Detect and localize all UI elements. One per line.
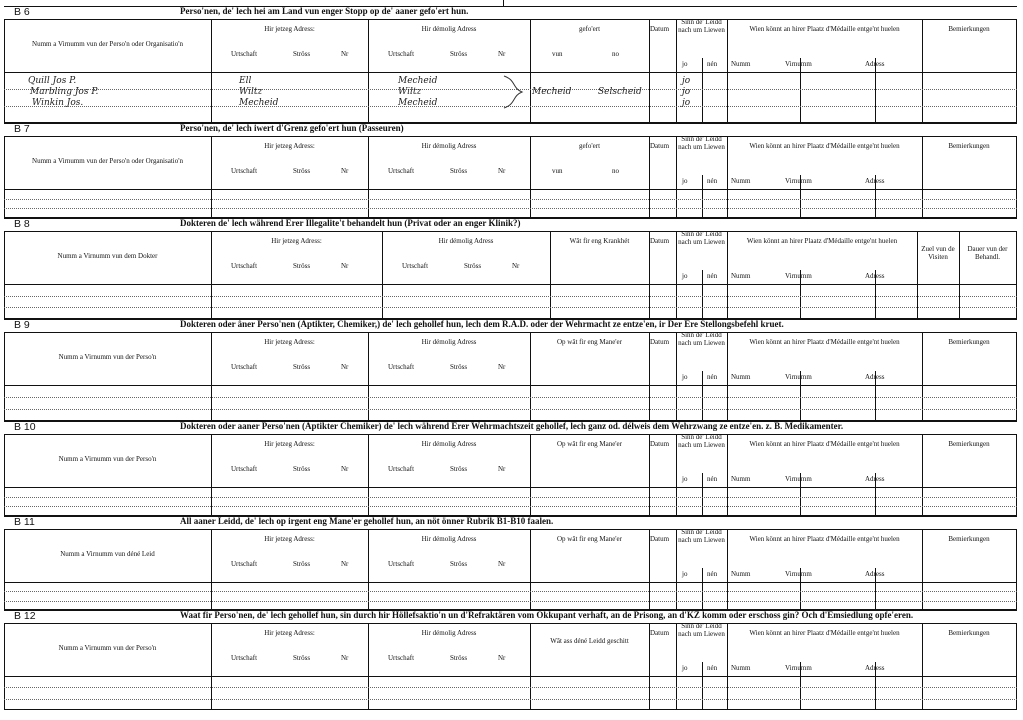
left-border <box>4 529 5 610</box>
section-grid <box>4 332 1017 421</box>
handwritten-name: Winkin Jos. <box>32 98 84 108</box>
left-border <box>4 434 5 516</box>
adress-label: Adress <box>865 272 885 280</box>
stross-label: Ströss <box>450 654 468 662</box>
section-code: B 8 <box>14 218 30 230</box>
treatment-duration-label: Dauer vun der Behandl. <box>967 245 1008 261</box>
extra-column-label: Wât fir eng Krankhét <box>569 237 630 245</box>
address-then-label: Hir démolig Adress <box>421 25 477 33</box>
alive-label: Sinn de' Leidd nach um Liewen <box>678 528 725 544</box>
column-divider <box>922 623 923 710</box>
column-divider <box>530 136 531 218</box>
address-now-label: Hir jetzeg Adress: <box>264 25 315 33</box>
row-line <box>4 409 1017 410</box>
nr-label: Nr <box>341 465 349 473</box>
nr-label: Nr <box>341 262 349 270</box>
section-header <box>4 421 1017 435</box>
section-b9 <box>4 319 1017 421</box>
urtschaft-label: Urtschaft <box>388 465 415 473</box>
medaille-label: Wien könnt an hirer Plaatz d'Médaille entge'nt huelen <box>749 25 900 33</box>
nr-label: Nr <box>498 465 506 473</box>
column-divider <box>727 136 728 218</box>
stross-label: Ströss <box>450 465 468 473</box>
handwritten-current-town: Ell <box>239 76 252 86</box>
column-divider <box>727 529 728 610</box>
stross-label: Ströss <box>293 654 311 662</box>
section-code: B 6 <box>14 6 30 18</box>
section-code: B 9 <box>14 319 30 331</box>
alive-label: Sinn de' Leidd nach um Liewen <box>678 622 725 638</box>
column-divider <box>530 19 531 123</box>
datum-label: Datum <box>650 535 670 543</box>
remarks-label: Bemierkungen <box>948 440 990 448</box>
column-name-label: Numm a Virnumm vun der Perso'n <box>58 454 157 463</box>
right-border <box>1016 529 1017 610</box>
jo-label: jo <box>682 373 688 381</box>
virnumm-label: Virnumm <box>785 664 812 672</box>
visit-count-label: Zuel vun de Visiten <box>921 245 955 261</box>
nr-label: Nr <box>341 560 349 568</box>
section-header <box>4 6 1017 20</box>
address-then-label: Hir démolig Adress <box>438 237 494 245</box>
nr-label: Nr <box>512 262 520 270</box>
handwritten-alive-mark: jo <box>682 87 691 97</box>
column-divider <box>368 19 369 123</box>
column-divider <box>727 332 728 421</box>
nr-label: Nr <box>341 654 349 662</box>
handwritten-brace <box>502 74 526 110</box>
stross-label: Ströss <box>464 262 482 270</box>
left-border <box>4 136 5 218</box>
jo-label: jo <box>682 570 688 578</box>
section-b10 <box>4 421 1017 516</box>
nr-label: Nr <box>498 167 506 175</box>
address-now-label: Hir jetzeg Adress: <box>264 629 315 637</box>
section-title: Dokteren oder aaner Perso'nen (Aptikter Chemiker) de' lech während Erer Wehrmachtszeit gehollef, lech ganz od. délweis dem Wehrzwang ze entze'en. z. B. Medikamenter. <box>180 421 844 431</box>
numm-label: Numm <box>731 373 751 381</box>
right-border <box>1016 623 1017 710</box>
numm-label: Numm <box>731 272 751 280</box>
row-line <box>4 591 1017 592</box>
column-divider <box>727 231 728 319</box>
alive-label: Sinn de' Leidd nach um Liewen <box>678 135 725 151</box>
urtschaft-label: Urtschaft <box>231 654 258 662</box>
column-name-label: Numm a Virnumm vun der Perso'n <box>58 643 157 652</box>
row-line <box>4 601 1017 602</box>
section-header <box>4 218 1017 232</box>
column-divider <box>211 231 212 319</box>
alive-label: Sinn de' Leidd nach um Liewen <box>678 433 725 449</box>
header-bottom-line <box>4 284 1017 285</box>
column-divider <box>211 434 212 516</box>
extra-column-label: Op wât fir eng Mane'er <box>556 338 622 346</box>
adress-label: Adress <box>865 60 885 68</box>
remarks-label: Bemierkungen <box>948 629 990 637</box>
adress-label: Adress <box>865 373 885 381</box>
jo-label: jo <box>682 475 688 483</box>
urtschaft-label: Urtschaft <box>388 560 415 568</box>
column-divider <box>530 332 531 421</box>
section-grid <box>4 623 1017 710</box>
nen-label: nén <box>707 664 718 672</box>
section-title: Dokteren de' lech während Erer Illegalite't behandelt hun (Privat oder an enger Klinik?) <box>180 218 521 228</box>
header-bottom-line <box>4 582 1017 583</box>
section-grid <box>4 529 1017 610</box>
medaille-label: Wien könnt an hirer Plaatz d'Médaille entge'nt huelen <box>749 440 900 448</box>
column-divider <box>368 136 369 218</box>
address-now-label: Hir jetzeg Adress: <box>264 535 315 543</box>
address-then-label: Hir démolig Adress <box>421 338 477 346</box>
right-border <box>1016 136 1017 218</box>
urtschaft-label: Urtschaft <box>388 50 415 58</box>
medaille-label: Wien könnt an hirer Plaatz d'Médaille entge'nt huelen <box>749 142 900 150</box>
handwritten-former-town: Mecheid <box>398 76 438 86</box>
row-line <box>4 699 1017 700</box>
nr-label: Nr <box>341 50 349 58</box>
nr-label: Nr <box>498 363 506 371</box>
transported-label: gefo'ert <box>578 25 601 33</box>
remarks-label: Bemierkungen <box>948 338 990 346</box>
jo-nen-divider <box>702 473 703 516</box>
datum-label: Datum <box>650 237 670 245</box>
handwritten-from: Mecheid <box>532 87 572 97</box>
transported-label: gefo'ert <box>578 142 601 150</box>
row-line <box>4 208 1017 209</box>
alive-label: Sinn de' Leidd nach um Liewen <box>678 18 725 34</box>
column-divider <box>530 434 531 516</box>
column-divider <box>211 529 212 610</box>
section-header <box>4 319 1017 333</box>
jo-nen-divider <box>702 175 703 218</box>
nr-label: Nr <box>341 363 349 371</box>
nr-label: Nr <box>498 560 506 568</box>
column-divider <box>676 19 677 123</box>
column-divider <box>211 19 212 123</box>
to-label: no <box>612 50 619 58</box>
urtschaft-label: Urtschaft <box>231 363 258 371</box>
stross-label: Ströss <box>293 560 311 568</box>
column-divider <box>922 19 923 123</box>
address-then-label: Hir démolig Adress <box>421 440 477 448</box>
stross-label: Ströss <box>293 465 311 473</box>
section-header <box>4 516 1017 530</box>
section-header <box>4 610 1017 624</box>
column-divider <box>922 434 923 516</box>
column-divider <box>368 434 369 516</box>
urtschaft-label: Urtschaft <box>231 560 258 568</box>
column-divider <box>382 231 383 319</box>
urtschaft-label: Urtschaft <box>388 363 415 371</box>
column-name-label: Numm a Virnumm vun der Perso'n oder Organisatio'n <box>32 156 183 165</box>
adress-label: Adress <box>865 177 885 185</box>
section-header <box>4 123 1017 137</box>
header-bottom-line <box>4 189 1017 190</box>
numm-label: Numm <box>731 177 751 185</box>
extra-column-label: Op wât fir eng Mane'er <box>556 440 622 448</box>
jo-nen-divider <box>702 371 703 421</box>
section-title: Waat fir Perso'nen, de' lech gehollef hun, sin durch hir Höllefsaktio'n un d'Refraktären vom Okkupant verhaft, an de Prisong, an d'KZ komm oder erschoss gin? Och d'Emsiedlung opfe'eren. <box>180 610 914 620</box>
address-now-label: Hir jetzeg Adress: <box>264 338 315 346</box>
jo-label: jo <box>682 177 688 185</box>
adress-label: Adress <box>865 475 885 483</box>
jo-label: jo <box>682 664 688 672</box>
column-divider <box>211 136 212 218</box>
row-line <box>4 296 1017 297</box>
adress-label: Adress <box>865 570 885 578</box>
section-grid <box>4 136 1017 218</box>
numm-label: Numm <box>731 475 751 483</box>
stross-label: Ströss <box>450 167 468 175</box>
right-border <box>1016 231 1017 319</box>
row-line <box>4 497 1017 498</box>
row-line <box>4 199 1017 200</box>
column-divider <box>211 332 212 421</box>
left-border <box>4 19 5 123</box>
column-divider <box>727 19 728 123</box>
numm-label: Numm <box>731 570 751 578</box>
row-line <box>4 307 1017 308</box>
column-divider <box>727 434 728 516</box>
column-divider <box>368 332 369 421</box>
medaille-label: Wien könnt an hirer Plaatz d'Médaille entge'nt huelen <box>749 338 900 346</box>
handwritten-name: Quill Jos P. <box>28 76 77 86</box>
jo-label: jo <box>682 272 688 280</box>
column-divider <box>530 623 531 710</box>
right-border <box>1016 332 1017 421</box>
datum-label: Datum <box>650 338 670 346</box>
urtschaft-label: Urtschaft <box>402 262 429 270</box>
section-grid <box>4 19 1017 123</box>
virnumm-label: Virnumm <box>785 272 812 280</box>
column-name-label: Numm a Virnumm vun déné Leid <box>60 549 155 558</box>
column-divider <box>922 136 923 218</box>
row-line <box>4 687 1017 688</box>
column-divider <box>368 623 369 710</box>
address-then-label: Hir démolig Adress <box>421 629 477 637</box>
virnumm-label: Virnumm <box>785 373 812 381</box>
section-title: Perso'nen, de' lech hei am Land vun enger Stopp op de' aaner gefo'ert hun. <box>180 6 469 16</box>
urtschaft-label: Urtschaft <box>231 262 258 270</box>
nr-label: Nr <box>498 50 506 58</box>
stross-label: Ströss <box>450 363 468 371</box>
stross-label: Ströss <box>450 50 468 58</box>
medaille-label: Wien könnt an hirer Plaatz d'Médaille entge'nt huelen <box>746 237 898 245</box>
medaille-label: Wien könnt an hirer Plaatz d'Médaille entge'nt huelen <box>749 535 900 543</box>
virnumm-label: Virnumm <box>785 475 812 483</box>
stross-label: Ströss <box>293 363 311 371</box>
urtschaft-label: Urtschaft <box>231 50 258 58</box>
alive-label: Sinn de' Leidd nach um Liewen <box>678 331 725 347</box>
row-line <box>4 397 1017 398</box>
section-b12 <box>4 610 1017 710</box>
extra-column-label: Wât ass déné Leidd geschitt <box>550 637 629 645</box>
section-grid <box>4 231 1017 319</box>
section-code: B 10 <box>14 421 36 433</box>
handwritten-current-town: Mecheid <box>239 98 279 108</box>
jo-nen-divider <box>702 568 703 610</box>
handwritten-alive-mark: jo <box>682 98 691 108</box>
row-line <box>4 506 1017 507</box>
nr-label: Nr <box>341 167 349 175</box>
virnumm-label: Virnumm <box>785 177 812 185</box>
header-bottom-line <box>4 676 1017 677</box>
column-divider <box>550 231 551 319</box>
section-b11 <box>4 516 1017 610</box>
section-b7 <box>4 123 1017 218</box>
urtschaft-label: Urtschaft <box>388 654 415 662</box>
virnumm-label: Virnumm <box>785 570 812 578</box>
left-border <box>4 231 5 319</box>
address-then-label: Hir démolig Adress <box>421 535 477 543</box>
numm-label: Numm <box>731 60 751 68</box>
urtschaft-label: Urtschaft <box>231 167 258 175</box>
adress-label: Adress <box>865 664 885 672</box>
section-code: B 12 <box>14 610 36 622</box>
section-title: Perso'nen, de' lech iwert d'Grenz gefo'ert hun (Passeuren) <box>180 123 404 133</box>
nr-label: Nr <box>498 654 506 662</box>
section-code: B 7 <box>14 123 30 135</box>
handwritten-former-town: Wiltz <box>398 87 422 97</box>
column-divider <box>727 623 728 710</box>
nen-label: nén <box>707 272 718 280</box>
virnumm-label: Virnumm <box>785 60 812 68</box>
datum-label: Datum <box>650 440 670 448</box>
extra-column-label: Op wât fir eng Mane'er <box>556 535 622 543</box>
datum-label: Datum <box>650 629 670 637</box>
medaille-label: Wien könnt an hirer Plaatz d'Médaille entge'nt huelen <box>749 629 900 637</box>
nen-label: nén <box>707 177 718 185</box>
header-bottom-line <box>4 487 1017 488</box>
jo-label: jo <box>682 60 688 68</box>
right-border <box>1016 434 1017 516</box>
address-now-label: Hir jetzeg Adress: <box>264 142 315 150</box>
urtschaft-label: Urtschaft <box>231 465 258 473</box>
column-divider <box>922 332 923 421</box>
handwritten-name: Marbling Jos P. <box>30 87 99 97</box>
stross-label: Ströss <box>293 50 311 58</box>
column-divider <box>368 529 369 610</box>
stross-label: Ströss <box>293 167 311 175</box>
column-divider <box>649 19 650 123</box>
section-grid <box>4 434 1017 516</box>
left-border <box>4 623 5 710</box>
remarks-label: Bemierkungen <box>948 142 990 150</box>
remarks-label: Bemierkungen <box>948 25 990 33</box>
section-b6 <box>4 6 1017 123</box>
handwritten-to: Selscheid <box>598 87 642 97</box>
form-page <box>4 6 1017 712</box>
remarks-label: Bemierkungen <box>948 535 990 543</box>
section-title: Dokteren oder âner Perso'nen (Aptikter, Chemiker,) de' lech gehollef hun, lech dem R.A.D. oder der Wehrmacht ze entze'en, ir Der Ere Stellongsbefehl kruet. <box>180 319 784 329</box>
column-name-label: Numm a Virnumm vun der Perso'n oder Organisatio'n <box>32 39 183 48</box>
nen-label: nén <box>707 373 718 381</box>
address-then-label: Hir démolig Adress <box>421 142 477 150</box>
jo-nen-divider <box>702 662 703 710</box>
header-bottom-line <box>4 385 1017 386</box>
brace-stroke <box>504 76 522 108</box>
address-now-label: Hir jetzeg Adress: <box>264 440 315 448</box>
alive-label: Sinn de' Leidd nach um Liewen <box>678 230 725 246</box>
section-bottom-line <box>4 709 1017 710</box>
right-border <box>1016 19 1017 123</box>
section-code: B 11 <box>14 516 35 528</box>
handwritten-current-town: Wiltz <box>239 87 263 97</box>
from-label: vun <box>552 167 563 175</box>
from-label: vun <box>552 50 563 58</box>
jo-nen-divider <box>702 58 703 123</box>
column-divider <box>922 529 923 610</box>
numm-label: Numm <box>731 664 751 672</box>
stross-label: Ströss <box>293 262 311 270</box>
nen-label: nén <box>707 570 718 578</box>
address-now-label: Hir jetzeg Adress: <box>271 237 322 245</box>
nen-label: nén <box>707 60 718 68</box>
urtschaft-label: Urtschaft <box>388 167 415 175</box>
datum-label: Datum <box>650 142 670 150</box>
to-label: no <box>612 167 619 175</box>
stross-label: Ströss <box>450 560 468 568</box>
handwritten-former-town: Mecheid <box>398 98 438 108</box>
column-name-label: Numm a Virnumm vun der Perso'n <box>58 352 157 361</box>
handwritten-alive-mark: jo <box>682 76 691 86</box>
section-b8 <box>4 218 1017 319</box>
datum-label: Datum <box>650 25 670 33</box>
column-name-label: Numm a Virnumm vun dem Dokter <box>57 251 158 260</box>
nen-label: nén <box>707 475 718 483</box>
header-bottom-line <box>4 72 1017 73</box>
left-border <box>4 332 5 421</box>
jo-nen-divider <box>702 270 703 319</box>
column-divider <box>211 623 212 710</box>
section-title: All aaner Leidd, de' lech op irgent eng Mane'er gehollef hun, an nöt önner Rubrik B1-B10 faalen. <box>180 516 554 526</box>
column-divider <box>530 529 531 610</box>
